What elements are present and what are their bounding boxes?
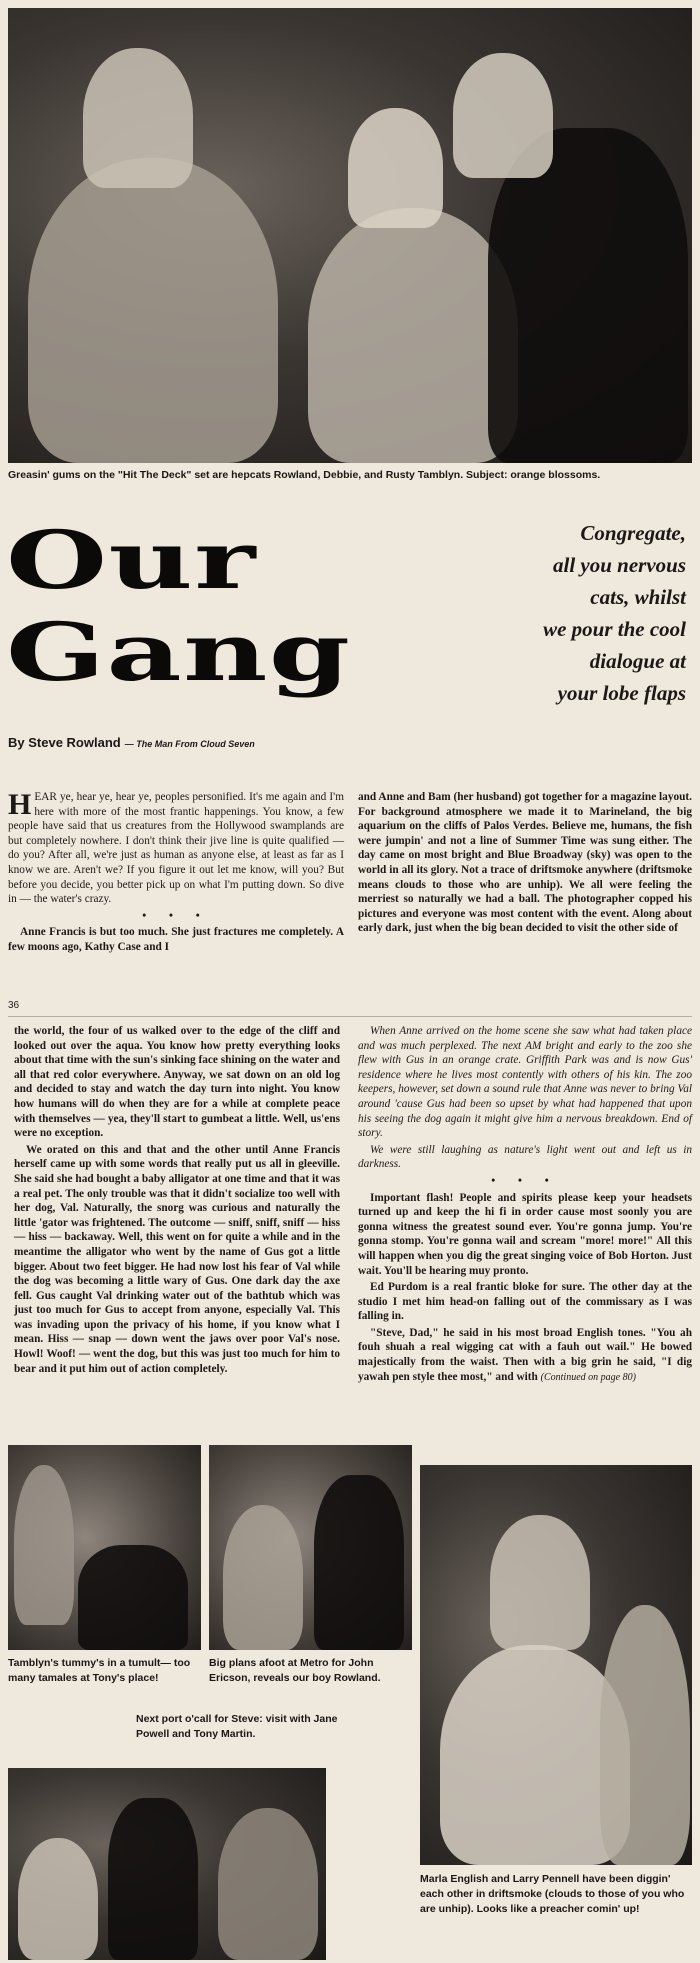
deck-line: we pour the cool [543, 617, 686, 641]
drop-cap: H [8, 788, 32, 821]
section-divider: • • • [491, 1174, 559, 1187]
pennell-head [490, 1515, 590, 1650]
continued-note: (Continued on page 80) [540, 1371, 636, 1383]
ed-purdom-paragraph: Ed Purdom is a real frantic bloke for sure. The other day at the studio I met him head-on falling out of the commissary as I was falling in. [358, 1281, 692, 1323]
upper-left-column [8, 790, 344, 957]
ericson-photo [209, 1445, 412, 1650]
tamblyn-figure [488, 128, 688, 463]
bob-horton-paragraph: Important flash! People and spirits please keep your headsets turned up and keep the hi fi in order cause most soonly you are gonna witness the greatest sound ever. You're gonna jump. You're gonna stomp. You're gonna wail and scream "more! more!" All this will happen when you dig the great singing voice of Bob Horton. Just wait. You'll be hearing muy pronto. [358, 1191, 692, 1277]
steve-dad-text: "Steve, Dad," he said in his most broad English tones. "You ah fouh shuah a real wigging cat with a fauh out wail." He bowed majestically from the waist. Then with a big grin he said, "I dig yawah pen style thee most," and with [358, 1326, 692, 1383]
sunset-paragraph: the world, the four of us walked over to the edge of the cliff and looked out over the aqua. You know how pretty everything looks about that time with the sun's sinking face shining on the water and all that red color everywhere. Anyway, we sat down on an old log and decided to stay and watch the day turn into night. You know how humans will do when they are for a while at complete peace with themselves — yea, they'll start to gumbeat a little. Well, us'ens were no exception. [14, 1025, 340, 1140]
title-line-1: Our [6, 513, 257, 607]
debbie-figure [308, 208, 518, 463]
steve-dad-paragraph [358, 1326, 692, 1385]
section-divider: • • • [142, 909, 210, 922]
english-pennell-photo [420, 1465, 692, 1865]
debbie-head [348, 108, 443, 228]
powell-martin-photo [8, 1768, 326, 1960]
martin-figure [218, 1808, 318, 1960]
deck-line: your lobe flaps [557, 681, 686, 705]
laughing-paragraph: We were still laughing as nature's light went out and left us in darkness. [358, 1143, 692, 1171]
tamblyn-standing-figure [14, 1465, 74, 1625]
rowland-figure-third [108, 1798, 198, 1960]
marla-caption: Marla English and Larry Pennell have been diggin' each other in driftsmoke (clouds to those of you who are unhip). Looks like a preacher comin' up! [420, 1873, 685, 1915]
title-line-2: Gang [6, 605, 352, 699]
zoo-paragraph: When Anne arrived on the home scene she saw what had taken place and was much perplexed. The next AM bright and early to the zoo she flew with Gus in an orange crate. Griffith Park was and is now Gus' residence where he lives most contently with others of his kin. The zoo keepers, however, set down a sound rule that Anne was never to bring Val around 'cause Gus had been so upset by what had happened that upon his seeing the dog again it might give him a nervous breakdown. End of story. [358, 1025, 692, 1140]
ericson-caption: Big plans afoot at Metro for John Ericson, reveals our boy Rowland. [209, 1657, 381, 1684]
powell-caption: Next port o'call for Steve: visit with Jane Powell and Tony Martin. [136, 1713, 338, 1740]
deck-line: dialogue at [589, 649, 686, 673]
tamblyn-photo [8, 1445, 201, 1650]
rowland-figure-small [314, 1475, 404, 1650]
lower-right-column [358, 1024, 692, 1387]
alligator-paragraph: We orated on this and that and the other until Anne Francis herself came up with some words that really put us all in gleeville. She said she had bought a baby alligator at one time and that it was a real pet. The only trouble was that it didn't socialize too well with her dog, Val. Naturally, the snorg was curious and naturally the little 'gator was frightened. The outcome — sniff, sniff, sniff — hiss — hiss — backaway. Well, this went on for quite a while and in the meantime the alligator who went by the name of Gus got a little bigger. About two feet bigger. He had now lost his fear of Val while the dog was becoming a little wary of Gus. One dark day the axe fell. Gus caught Val drinking water out of the bathtub which was just too much for Gus to accept from anyone, especially Val. This was invading upon the privacy of his home, if you know what I mean. Hiss — snap — down went the jaws over poor Val's nose. Howl! Woof! — went the dog, but this was just too much for him to bear and it put him out of action completely. [14, 1143, 340, 1375]
powell-figure [18, 1838, 98, 1960]
author-tag: — The Man From Cloud Seven [124, 739, 255, 749]
anne-francis-paragraph: Anne Francis is but too much. She just fractures me completely. A few moons ago, Kathy Case and I [8, 926, 344, 953]
english-figure [600, 1605, 690, 1865]
rowland-head [83, 48, 193, 188]
page-break-rule [8, 1016, 692, 1017]
deck-text [406, 517, 686, 709]
byline [8, 735, 255, 750]
tamblyn-caption: Tamblyn's tummy's in a tumult— too many tamales at Tony's place! [8, 1657, 191, 1684]
intro-paragraph: EAR ye, hear ye, hear ye, peoples personified. It's me again and I'm here with more of the most frantic happenings. You know, a few people have said that us creatures from the Hollywood swamplands are but completely nowhere. I don't think their jive line is quite qualified — do you? After all, we're just as human as anyone else, at least as far as I know we are. Aren't we? If you figure it out let me know, will you? But before you decide, you better pick up on what I'm putting down. So dive in — the water's crazy. [8, 791, 344, 906]
lower-left-column [14, 1024, 340, 1378]
rowland-figure [28, 158, 278, 463]
deck-line: cats, whilst [590, 585, 686, 609]
upper-right-column [358, 790, 692, 938]
marineland-paragraph: and Anne and Bam (her husband) got together for a magazine layout. For background atmosphere we made it to Marineland, the big aquarium on the cliffs of Palos Verdes. Believe me, humans, the fish were jumpin' and not a line of Summer Time was sung either. The day came on most bright and Blue Broadway (sky) was open to the world in all its glory. Not a trace of driftsmoke anywhere (driftsmoke means clouds to those who are unhip). We all were feeling the merriest so naturally we had a ball. The photographer copped his pictures and everyone was most content with the event. Along about early dark, just when the big bean decided to visit the other side of [358, 791, 692, 935]
tamblyn-head [453, 53, 553, 178]
tamblyn-sitting-figure [78, 1545, 188, 1650]
hit-the-deck-photo [8, 8, 692, 463]
page-number: 36 [8, 1000, 20, 1011]
top-photo-caption: Greasin' gums on the "Hit The Deck" set are hepcats Rowland, Debbie, and Rusty Tamblyn. Subject: orange blossoms. [8, 469, 601, 481]
ericson-figure [223, 1505, 303, 1650]
author-name: By Steve Rowland [8, 735, 121, 750]
deck-line: all you nervous [552, 553, 686, 577]
deck-line: Congregate, [580, 521, 686, 545]
